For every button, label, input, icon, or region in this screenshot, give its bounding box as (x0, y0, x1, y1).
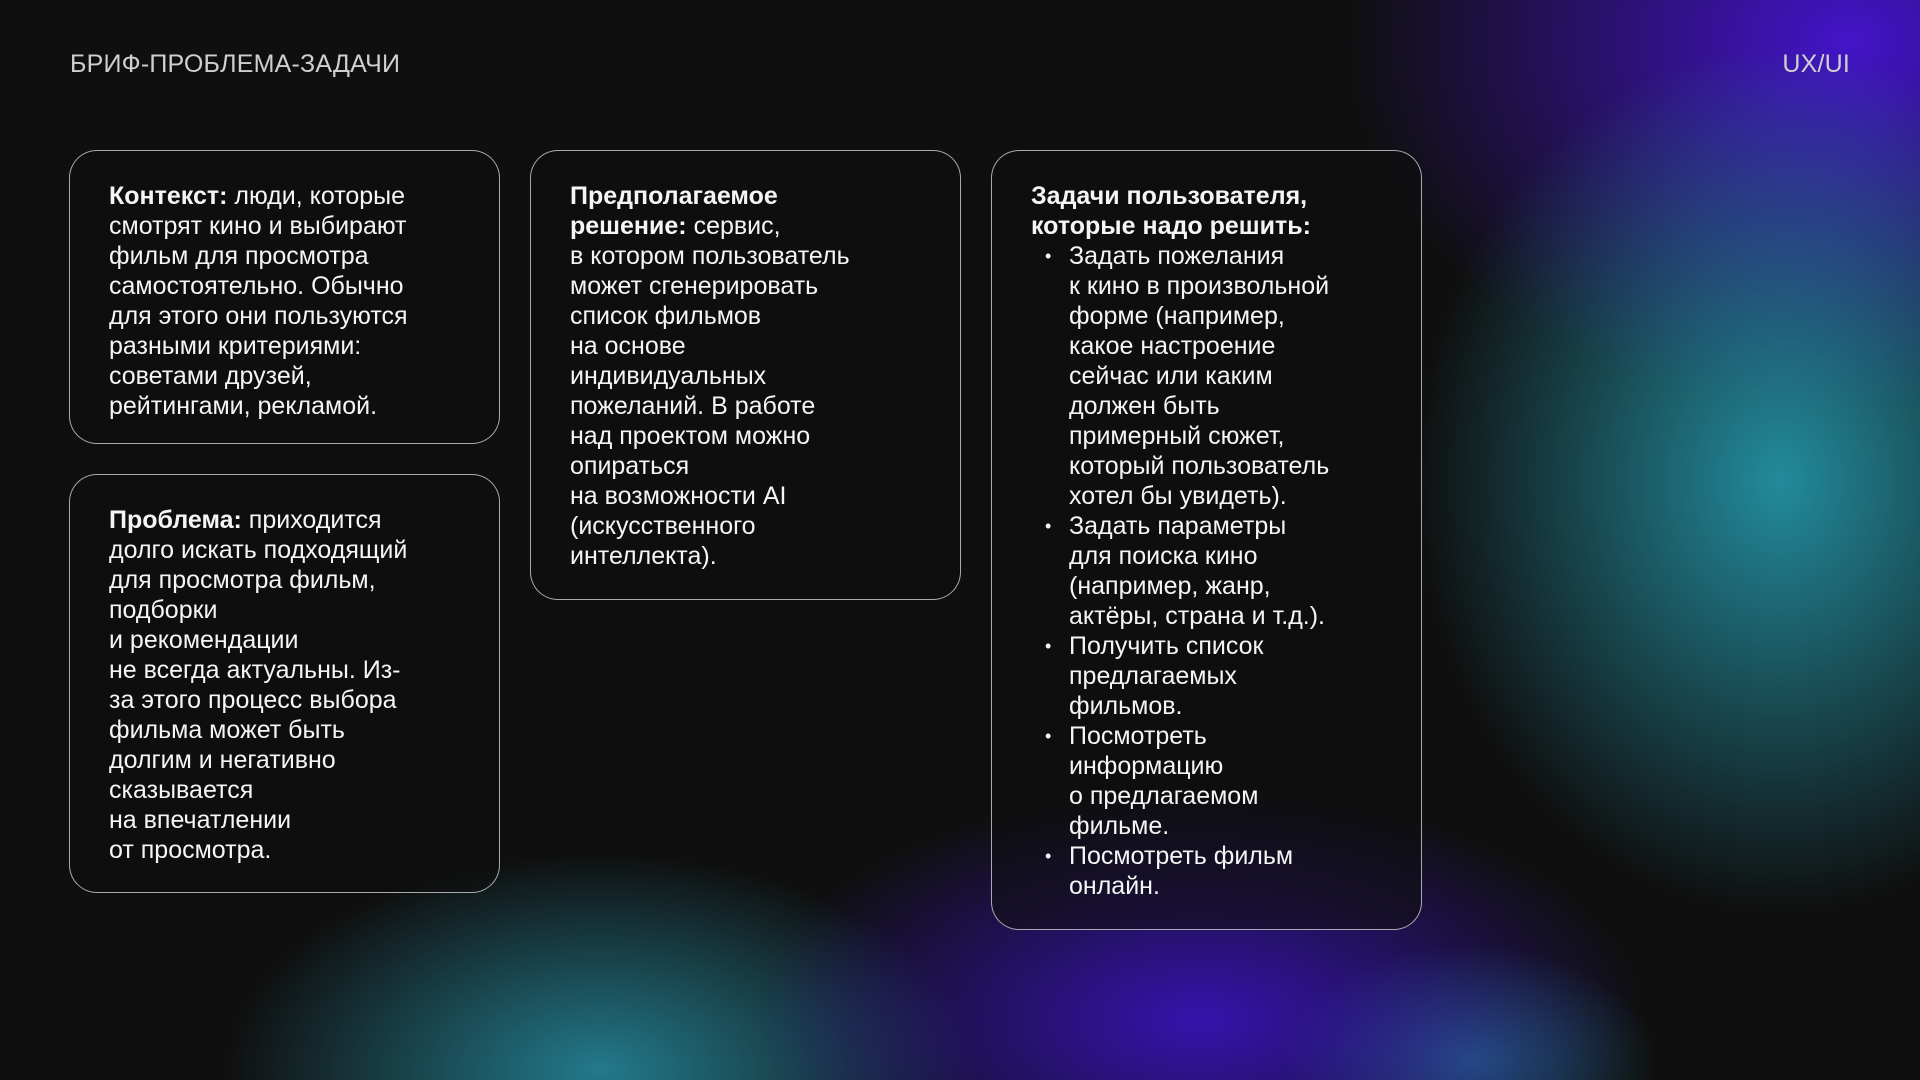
bullet-icon: • (1045, 516, 1052, 536)
list-item-text: Задать параметры для поиска кино (например, жанр, актёры, страна и т.д.). (1069, 512, 1325, 630)
solution-card (530, 150, 961, 600)
bullet-icon: • (1045, 636, 1052, 656)
solution-text: сервис, в котором пользователь может сгенерировать список фильмов на основе индивидуальных пожеланий. В работе над проектом можно опираться на возможности AI (искусственного интеллекта). (570, 212, 850, 570)
problem-text: приходится долго искать подходящий для просмотра фильм, подборки и рекомендации не всегда актуальны. Из- за этого процесс выбора фильма может быть долгим и негативно сказывается на впечатлении от просмотра. (109, 506, 408, 864)
list-item-text: Задать пожелания к кино в произвольной форме (например, какое настроение сейчас или каким должен быть примерный сюжет, который пользователь хотел бы увидеть). (1069, 242, 1330, 510)
section-tag: UX/UI (1782, 50, 1850, 78)
list-item (1031, 841, 1383, 901)
problem-card (69, 474, 500, 893)
list-item-text: Посмотреть фильм онлайн. (1069, 842, 1294, 900)
solution-label: Предполагаемое решение: (570, 182, 778, 240)
list-item-text: Получить список предлагаемых фильмов. (1069, 632, 1264, 720)
tasks-heading (1031, 181, 1383, 241)
bullet-icon: • (1045, 726, 1052, 746)
list-item (1031, 631, 1383, 721)
bullet-icon: • (1045, 246, 1052, 266)
list-item (1031, 511, 1383, 631)
list-item (1031, 241, 1383, 511)
list-item-text: Посмотреть информацию о предлагаемом фильме. (1069, 722, 1259, 840)
list-item (1031, 721, 1383, 841)
tasks-card (991, 150, 1422, 930)
context-paragraph (109, 181, 461, 421)
tasks-label: Задачи пользователя, которые надо решить: (1031, 182, 1311, 240)
bullet-icon: • (1045, 846, 1052, 866)
context-text: люди, которые смотрят кино и выбирают фильм для просмотра самостоятельно. Обычно для этого они пользуются разными критериями: советами друзей, рейтингами, рекламой. (109, 182, 408, 420)
problem-label: Проблема: (109, 506, 242, 534)
context-label: Контекст: (109, 182, 228, 210)
page-title: БРИФ-ПРОБЛЕМА-ЗАДАЧИ (70, 50, 401, 78)
problem-paragraph (109, 505, 461, 865)
context-card (69, 150, 500, 444)
solution-paragraph (570, 181, 922, 571)
tasks-list (1031, 241, 1383, 901)
